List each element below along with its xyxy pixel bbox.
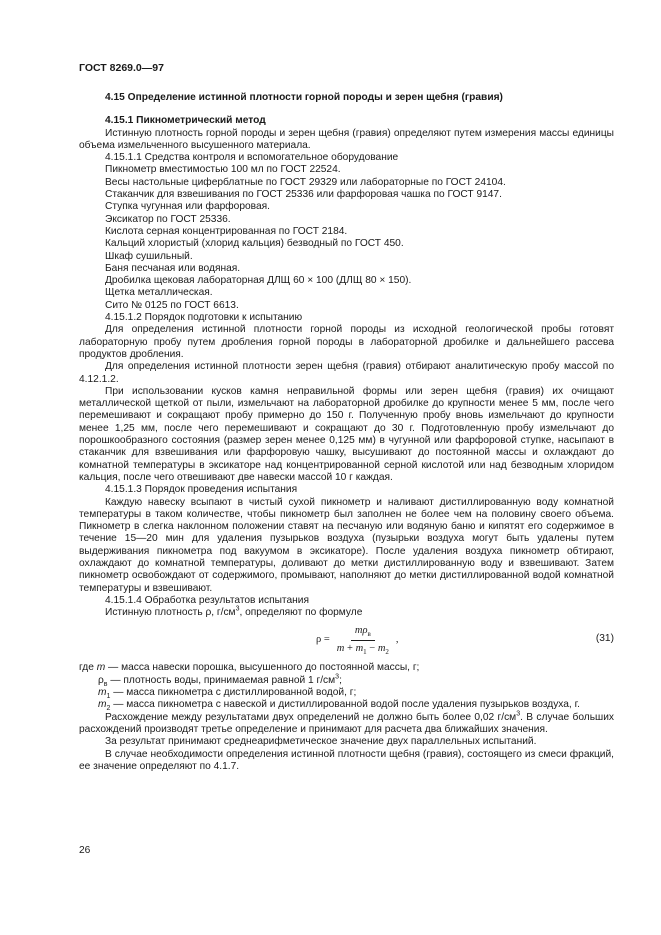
density-formula: [316, 625, 399, 655]
equipment-item: Пикнометр вместимостью 100 мл по ГОСТ 22524.: [105, 164, 341, 176]
subsection-title: 4.15.1 Пикнометрический метод: [105, 115, 266, 127]
equipment-heading: 4.15.1.1 Средства контроля и вспомогательное оборудование: [105, 152, 399, 164]
equipment-item: Стаканчик для взвешивания по ГОСТ 25336 или фарфоровая чашка по ГОСТ 9147.: [105, 189, 502, 201]
formula-lhs: ρ =: [316, 634, 330, 646]
formula-intro: Истинную плотность ρ, $г/см^3$, определяют по формуле: [105, 605, 363, 619]
equipment-list: [79, 164, 614, 312]
formula-definitions: [79, 662, 614, 711]
formula-denominator: $m + m_1 - m_2$: [336, 642, 389, 656]
preparation-paragraph: Для определения истинной плотности горной породы из исходной геологической пробы готовят лабораторную пробу путем дробления горной породы в лабораторной дробилке и дальнейшего рассева продуктов дробления.: [79, 324, 614, 360]
results-paragraph: За результат принимают среднеарифметическое значение двух параллельных испытаний.: [105, 736, 537, 748]
results-heading: 4.15.1.4 Обработка результатов испытания: [105, 594, 309, 606]
page-number: 26: [79, 845, 91, 856]
equipment-item: Дробилка щековая лабораторная ДЛЩ 60 × 100 (ДЛЩ 80 × 150).: [105, 275, 412, 287]
equipment-item: Кальций хлористый (хлорид кальция) безводный по ГОСТ 450.: [105, 238, 404, 250]
formula-number: (31): [595, 633, 614, 645]
preparation-heading: 4.15.1.2 Порядок подготовки к испытанию: [105, 312, 303, 324]
equipment-item: Сито № 0125 по ГОСТ 6613.: [105, 299, 239, 311]
definition-m2: $m_2$ — масса пикнометра с навеской и дистиллированной водой после удаления пузырьков воздуха, г.: [98, 699, 580, 713]
procedure-paragraph: Каждую навеску всыпают в чистый сухой пикнометр и наливают дистиллированную воду комнатной температуры в таком количестве, чтобы пикнометр был заполнен не более чем на половину своего объема. Пикнометр в слегка наклонном положении ставят на песчаную или водяную баню и кипятят его содержимое в течение 15—20 мин для удаления пузырьков воздуха (пузырьки воздуха могут быть удалены путем выдерживания пикнометра под вакуумом в эксикаторе). После удаления воздуха пикнометр обтирают, охлаждают до комнатной температуры, доливают до метки дистиллированную воду и взвешивают. Затем пикнометр освобождают от содержимого, промывают, наполняют до метки дистиллированной водой комнатной температуры и взвешивают.: [79, 496, 614, 594]
results-paragraph: В случае необходимости определения истинной плотности щебня (гравия), состоящего из смеси фракций, ее значение определяют по 4.1.7.: [79, 748, 614, 772]
equipment-item: Ступка чугунная или фарфоровая.: [105, 201, 270, 213]
procedure-heading: 4.15.1.3 Порядок проведения испытания: [105, 484, 298, 496]
formula-block: [79, 621, 614, 661]
equipment-item: Кислота серная концентрированная по ГОСТ 2184.: [105, 225, 348, 237]
preparation-paragraph: Для определения истинной плотности зерен щебня (гравия) отбирают аналитическую пробу массой по 4.12.1.2.: [79, 361, 614, 385]
equipment-item: Весы настольные циферблатные по ГОСТ 29329 или лабораторные по ГОСТ 24104.: [105, 176, 506, 188]
formula-fraction: [333, 625, 393, 655]
results-paragraph: Расхождение между результатами двух определений не должно быть более 0,02 $г/см^3$. В случае больших расхождений производят третье определение и принимают для расчета два ближайших значения.: [79, 710, 614, 735]
equipment-item: Щетка металлическая.: [105, 287, 213, 299]
formula-comma: ,: [395, 634, 399, 646]
formula-numerator: $m\rho_в$: [351, 625, 375, 640]
section-title: 4.15 Определение истинной плотности горной породы и зерен щебня (гравия): [105, 92, 503, 103]
equipment-item: Эксикатор по ГОСТ 25336.: [105, 213, 231, 225]
document-code: ГОСТ 8269.0—97: [79, 62, 164, 74]
equipment-item: Баня песчаная или водяная.: [105, 262, 241, 274]
preparation-paragraph: При использовании кусков камня неправильной формы или зерен щебня (гравия) их очищают металлической щеткой от пыли, измельчают на лабораторной дробилке до крупности менее 5 мм, после чего перемешивают и сокращают пробу примерно до 150 г. Полученную пробу вновь измельчают до крупности менее 1,25 мм, после чего перемешивают и сокращают до 30 г. Подготовленную пробу измельчают до порошкообразного состояния (размер зерен менее 0,125 мм) в чугунной или фарфоровой ступке, насыпают в стаканчик для взвешивания или фарфоровую чашку, высушивают до постоянной массы и охлаждают до комнатной температуры в эксикаторе над концентрированной серной кислотой или над безводным хлоридом кальция, после чего отвешивают две навески массой 10 г каждая.: [79, 385, 614, 483]
definition-m1: $m_1$ — масса пикнометра с дистиллированной водой, г;: [98, 687, 357, 701]
definition-rho: $\rho_в$ — плотность воды, принимаемая равной 1 $г/см^3$;: [98, 673, 342, 688]
document-body: [79, 92, 614, 773]
intro-paragraph: Истинную плотность горной породы и зерен щебня (гравия) определяют путем измерения массы единицы объема измельченного высушенного материала.: [79, 127, 614, 151]
equipment-item: Шкаф сушильный.: [105, 250, 193, 262]
definition-m: где m — масса навески порошка, высушенного до постоянной массы, г;: [79, 662, 420, 674]
